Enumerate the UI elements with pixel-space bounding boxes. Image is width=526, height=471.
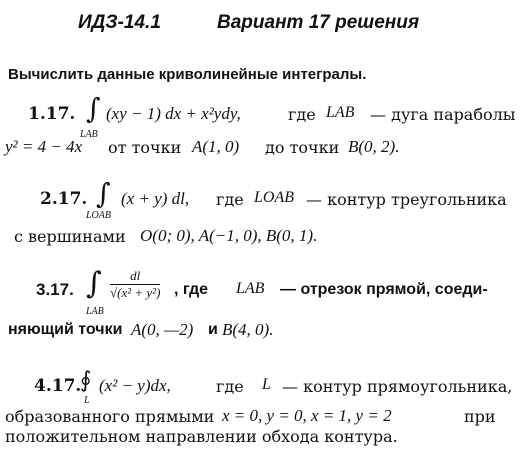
integral-lower-limit: LAB <box>86 306 104 317</box>
parabola-equation: y² = 4 − 4x <box>5 137 83 156</box>
formed-by-lines-text: образованного прямыми <box>5 407 215 426</box>
integral-lower-limit: L <box>84 395 90 406</box>
integral-sign: ∫ <box>96 177 111 210</box>
vertices-label: с вершинами <box>14 227 126 246</box>
integrand-fraction <box>110 268 160 301</box>
where-text: где <box>288 105 316 124</box>
problem-number: 4.17. <box>34 376 82 396</box>
curve-name: LAB <box>326 104 355 121</box>
fraction-numerator: dl <box>110 268 160 285</box>
integrand-expression: (xy − 1) dx + x²ydy, <box>106 104 241 123</box>
point-a: A(0, —2) <box>131 320 194 339</box>
curve-description: — отрезок прямой, соеди- <box>280 281 488 298</box>
curve-name: LAB <box>236 280 265 297</box>
problem-number: 2.17. <box>40 189 88 209</box>
problem-number: 3.17. <box>36 280 74 299</box>
curve-name: LOAB <box>254 189 294 206</box>
from-point-text: от точки <box>108 138 182 157</box>
integral-lower-limit: LAB <box>80 129 98 140</box>
header-right-title: Вариант 17 решения <box>217 12 420 33</box>
point-b: B(0, 2). <box>348 137 400 156</box>
lines-equations: x = 0, y = 0, x = 1, y = 2 <box>222 406 392 425</box>
direction-text: положительном направлении обхода контура. <box>5 427 398 446</box>
curve-description: — контур прямоугольника, <box>282 377 513 396</box>
and-text: и <box>208 321 218 338</box>
header-left-title: ИДЗ-14.1 <box>78 12 161 33</box>
where-text: , где <box>174 281 208 298</box>
point-a: A(1, 0) <box>192 137 240 156</box>
integrand-expression: (x² − y)dx, <box>99 376 171 395</box>
curve-description: — контур треугольника <box>306 190 507 209</box>
integrand-expression: (x + y) dl, <box>121 189 190 208</box>
integral-sign: ∫ <box>86 92 101 125</box>
fraction-denominator: √(x² + y²) <box>110 285 161 300</box>
problem-number: 1.17. <box>28 104 76 124</box>
point-b: B(4, 0). <box>222 320 274 339</box>
contour-integral-sign: ∮ <box>80 368 92 393</box>
connecting-points-text: няющий точки <box>8 321 123 338</box>
where-text: где <box>216 190 244 209</box>
vertices-list: O(0; 0), A(−1, 0), B(0, 1). <box>140 226 318 245</box>
to-point-text: до точки <box>265 138 340 157</box>
curve-description: — дуга параболы <box>370 105 516 124</box>
integral-lower-limit: LOAB <box>86 210 111 221</box>
curve-name: L <box>262 376 271 393</box>
where-text: где <box>216 377 244 396</box>
at-text: при <box>464 407 496 426</box>
integral-sign: ∫ <box>86 266 102 301</box>
instruction-text: Вычислить данные криволинейные интегралы. <box>8 66 367 83</box>
